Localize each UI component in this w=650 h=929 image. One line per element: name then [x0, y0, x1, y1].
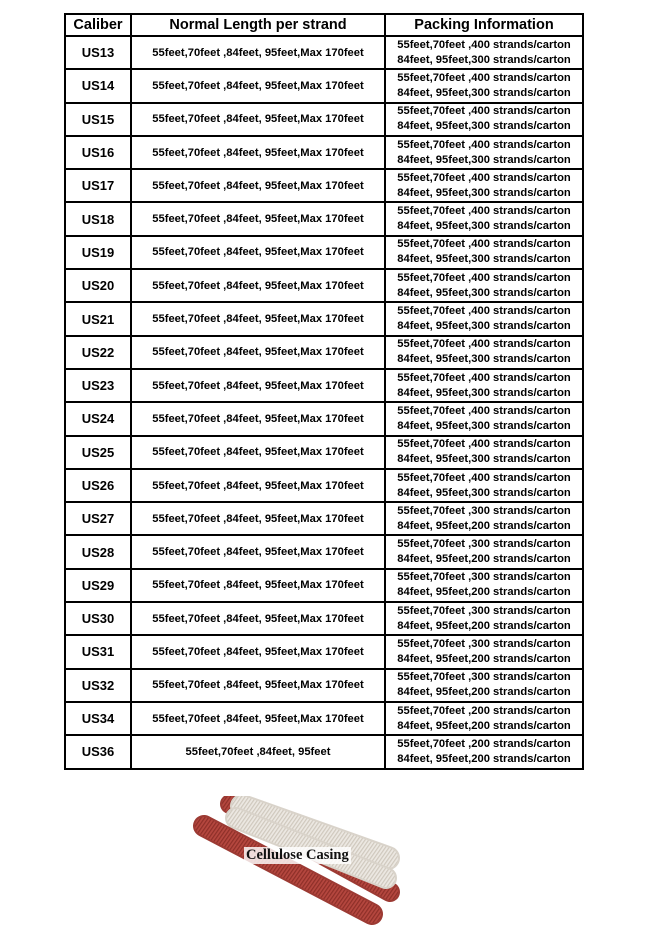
- length-cell: 55feet,70feet ,84feet, 95feet,Max 170feet: [131, 502, 385, 535]
- packing-line-2: 84feet, 95feet,200 strands/carton: [397, 619, 571, 632]
- length-cell: 55feet,70feet ,84feet, 95feet,Max 170feet: [131, 103, 385, 136]
- packing-cell: [385, 602, 583, 635]
- packing-line-2: 84feet, 95feet,300 strands/carton: [397, 53, 571, 66]
- packing-line-2: 84feet, 95feet,200 strands/carton: [397, 686, 571, 699]
- length-cell: 55feet,70feet ,84feet, 95feet,Max 170feet: [131, 302, 385, 335]
- packing-cell: [385, 302, 583, 335]
- packing-line-2: 84feet, 95feet,200 strands/carton: [397, 586, 571, 599]
- packing-line-1: 55feet,70feet ,400 strands/carton: [397, 205, 571, 218]
- table-row: [65, 535, 583, 568]
- table-body: [65, 36, 583, 769]
- packing-cell: [385, 103, 583, 136]
- packing-line-1: 55feet,70feet ,300 strands/carton: [397, 637, 571, 650]
- table-row: [65, 136, 583, 169]
- table-row: [65, 69, 583, 102]
- packing-line-2: 84feet, 95feet,200 strands/carton: [397, 652, 571, 665]
- table-header-row: [65, 14, 583, 36]
- packing-line-1: 55feet,70feet ,200 strands/carton: [397, 704, 571, 717]
- packing-cell: [385, 236, 583, 269]
- packing-cell: [385, 502, 583, 535]
- length-cell: 55feet,70feet ,84feet, 95feet,Max 170feet: [131, 69, 385, 102]
- packing-line-1: 55feet,70feet ,400 strands/carton: [397, 338, 571, 351]
- packing-line-1: 55feet,70feet ,300 strands/carton: [397, 538, 571, 551]
- table-row: [65, 635, 583, 668]
- packing-line-2: 84feet, 95feet,300 strands/carton: [397, 286, 571, 299]
- packing-line-1: 55feet,70feet ,400 strands/carton: [397, 371, 571, 384]
- packing-line-2: 84feet, 95feet,300 strands/carton: [397, 419, 571, 432]
- packing-line-2: 84feet, 95feet,300 strands/carton: [397, 153, 571, 166]
- table-row: [65, 436, 583, 469]
- caliber-cell: US19: [65, 236, 131, 269]
- table-row: [65, 669, 583, 702]
- length-cell: 55feet,70feet ,84feet, 95feet,Max 170feet: [131, 669, 385, 702]
- packing-line-1: 55feet,70feet ,400 strands/carton: [397, 238, 571, 251]
- caliber-cell: US22: [65, 336, 131, 369]
- length-cell: 55feet,70feet ,84feet, 95feet,Max 170feet: [131, 369, 385, 402]
- caliber-cell: US32: [65, 669, 131, 702]
- packing-line-2: 84feet, 95feet,300 strands/carton: [397, 253, 571, 266]
- table-row: [65, 169, 583, 202]
- caliber-cell: US28: [65, 535, 131, 568]
- table-row: [65, 702, 583, 735]
- table-row: [65, 469, 583, 502]
- packing-line-1: 55feet,70feet ,400 strands/carton: [397, 38, 571, 51]
- table-row: [65, 402, 583, 435]
- caliber-cell: US13: [65, 36, 131, 69]
- packing-line-2: 84feet, 95feet,300 strands/carton: [397, 386, 571, 399]
- packing-line-1: 55feet,70feet ,300 strands/carton: [397, 671, 571, 684]
- caliber-cell: US21: [65, 302, 131, 335]
- packing-cell: [385, 702, 583, 735]
- caliber-cell: US34: [65, 702, 131, 735]
- packing-cell: [385, 735, 583, 768]
- length-cell: 55feet,70feet ,84feet, 95feet,Max 170feet: [131, 535, 385, 568]
- packing-line-1: 55feet,70feet ,400 strands/carton: [397, 404, 571, 417]
- packing-cell: [385, 469, 583, 502]
- packing-line-1: 55feet,70feet ,300 strands/carton: [397, 604, 571, 617]
- packing-cell: [385, 436, 583, 469]
- packing-line-2: 84feet, 95feet,300 strands/carton: [397, 86, 571, 99]
- caliber-cell: US24: [65, 402, 131, 435]
- length-cell: 55feet,70feet ,84feet, 95feet,Max 170feet: [131, 136, 385, 169]
- caliber-cell: US31: [65, 635, 131, 668]
- caliber-cell: US15: [65, 103, 131, 136]
- packing-line-2: 84feet, 95feet,300 strands/carton: [397, 353, 571, 366]
- packing-cell: [385, 635, 583, 668]
- packing-line-1: 55feet,70feet ,400 strands/carton: [397, 171, 571, 184]
- packing-line-2: 84feet, 95feet,200 strands/carton: [397, 719, 571, 732]
- caliber-cell: US17: [65, 169, 131, 202]
- caliber-cell: US36: [65, 735, 131, 768]
- packing-line-1: 55feet,70feet ,400 strands/carton: [397, 305, 571, 318]
- packing-cell: [385, 169, 583, 202]
- packing-line-2: 84feet, 95feet,200 strands/carton: [397, 553, 571, 566]
- table-row: [65, 302, 583, 335]
- packing-line-1: 55feet,70feet ,300 strands/carton: [397, 504, 571, 517]
- packing-line-2: 84feet, 95feet,200 strands/carton: [397, 752, 571, 765]
- caliber-cell: US14: [65, 69, 131, 102]
- packing-line-2: 84feet, 95feet,300 strands/carton: [397, 220, 571, 233]
- table-row: [65, 269, 583, 302]
- table-row: [65, 602, 583, 635]
- packing-cell: [385, 402, 583, 435]
- packing-line-1: 55feet,70feet ,400 strands/carton: [397, 438, 571, 451]
- packing-cell: [385, 69, 583, 102]
- packing-line-1: 55feet,70feet ,300 strands/carton: [397, 571, 571, 584]
- packing-line-2: 84feet, 95feet,300 strands/carton: [397, 453, 571, 466]
- packing-cell: [385, 269, 583, 302]
- length-cell: 55feet,70feet ,84feet, 95feet,Max 170feet: [131, 169, 385, 202]
- length-cell: 55feet,70feet ,84feet, 95feet: [131, 735, 385, 768]
- table-row: [65, 502, 583, 535]
- packing-line-1: 55feet,70feet ,400 strands/carton: [397, 138, 571, 151]
- length-cell: 55feet,70feet ,84feet, 95feet,Max 170feet: [131, 436, 385, 469]
- table-row: [65, 336, 583, 369]
- table-row: [65, 236, 583, 269]
- length-cell: 55feet,70feet ,84feet, 95feet,Max 170feet: [131, 269, 385, 302]
- caliber-cell: US23: [65, 369, 131, 402]
- table-row: [65, 735, 583, 768]
- spec-table: [64, 13, 584, 770]
- casing-photo-label: Cellulose Casing: [246, 847, 349, 863]
- header-caliber: Caliber: [65, 14, 131, 36]
- packing-cell: [385, 136, 583, 169]
- caliber-cell: US29: [65, 569, 131, 602]
- header-length: Normal Length per strand: [131, 14, 385, 36]
- packing-cell: [385, 535, 583, 568]
- table-row: [65, 103, 583, 136]
- length-cell: 55feet,70feet ,84feet, 95feet,Max 170feet: [131, 702, 385, 735]
- caliber-cell: US27: [65, 502, 131, 535]
- header-packing: Packing Information: [385, 14, 583, 36]
- packing-line-1: 55feet,70feet ,400 strands/carton: [397, 71, 571, 84]
- length-cell: 55feet,70feet ,84feet, 95feet,Max 170feet: [131, 402, 385, 435]
- caliber-cell: US18: [65, 202, 131, 235]
- length-cell: 55feet,70feet ,84feet, 95feet,Max 170feet: [131, 569, 385, 602]
- length-cell: 55feet,70feet ,84feet, 95feet,Max 170feet: [131, 36, 385, 69]
- packing-line-2: 84feet, 95feet,300 strands/carton: [397, 486, 571, 499]
- packing-cell: [385, 36, 583, 69]
- caliber-cell: US25: [65, 436, 131, 469]
- packing-line-2: 84feet, 95feet,300 strands/carton: [397, 120, 571, 133]
- length-cell: 55feet,70feet ,84feet, 95feet,Max 170feet: [131, 236, 385, 269]
- packing-line-1: 55feet,70feet ,400 strands/carton: [397, 105, 571, 118]
- packing-line-1: 55feet,70feet ,400 strands/carton: [397, 271, 571, 284]
- packing-cell: [385, 369, 583, 402]
- packing-cell: [385, 569, 583, 602]
- caliber-cell: US30: [65, 602, 131, 635]
- length-cell: 55feet,70feet ,84feet, 95feet,Max 170feet: [131, 635, 385, 668]
- caliber-cell: US26: [65, 469, 131, 502]
- packing-line-2: 84feet, 95feet,300 strands/carton: [397, 320, 571, 333]
- packing-line-2: 84feet, 95feet,200 strands/carton: [397, 519, 571, 532]
- table-row: [65, 569, 583, 602]
- table-row: [65, 36, 583, 69]
- length-cell: 55feet,70feet ,84feet, 95feet,Max 170feet: [131, 469, 385, 502]
- packing-cell: [385, 336, 583, 369]
- packing-line-1: 55feet,70feet ,200 strands/carton: [397, 737, 571, 750]
- packing-cell: [385, 669, 583, 702]
- table-row: [65, 369, 583, 402]
- table-row: [65, 202, 583, 235]
- packing-line-1: 55feet,70feet ,400 strands/carton: [397, 471, 571, 484]
- length-cell: 55feet,70feet ,84feet, 95feet,Max 170feet: [131, 602, 385, 635]
- length-cell: 55feet,70feet ,84feet, 95feet,Max 170feet: [131, 202, 385, 235]
- packing-line-2: 84feet, 95feet,300 strands/carton: [397, 186, 571, 199]
- length-cell: 55feet,70feet ,84feet, 95feet,Max 170feet: [131, 336, 385, 369]
- caliber-cell: US16: [65, 136, 131, 169]
- packing-cell: [385, 202, 583, 235]
- caliber-cell: US20: [65, 269, 131, 302]
